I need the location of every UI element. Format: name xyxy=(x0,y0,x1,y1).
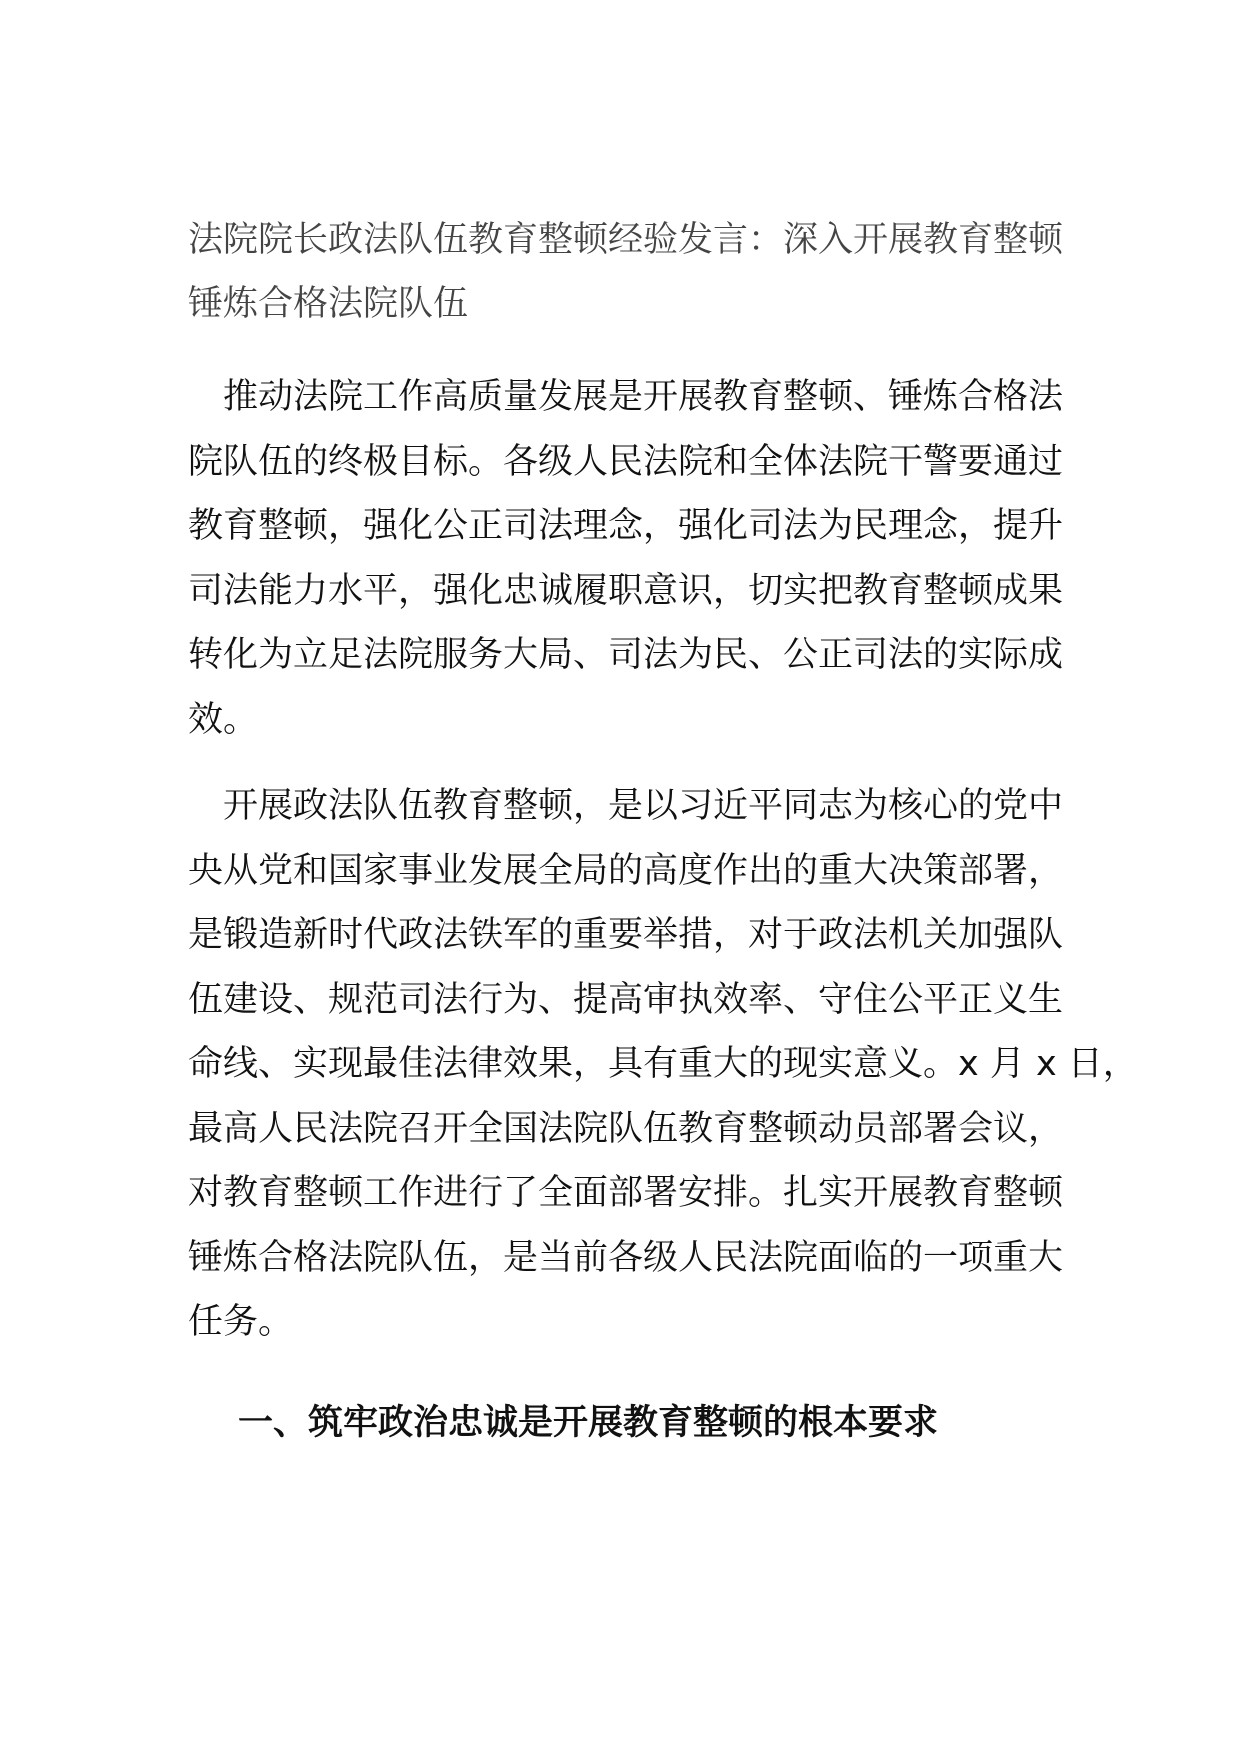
paragraph-line: 最高人民法院召开全国法院队伍教育整顿动员部署会议， xyxy=(188,1108,1064,1149)
paragraph-1 xyxy=(188,365,1068,752)
paragraph-2 xyxy=(188,774,1138,1355)
document-title xyxy=(188,208,1068,336)
section-heading: 一、筑牢政治忠诚是开展教育整顿的根本要求 xyxy=(238,1403,939,1443)
paragraph-line: 任务。 xyxy=(188,1302,294,1342)
title-line: 锤炼合格法院队伍 xyxy=(188,284,469,324)
paragraph-line: 推动法院工作高质量发展是开展教育整顿、锤炼合格法 xyxy=(188,377,1064,417)
paragraph-line: 锤炼合格法院队伍，是当前各级人民法院面临的一项重大 xyxy=(188,1237,1064,1278)
paragraph-line: 院队伍的终极目标。各级人民法院和全体法院干警要通过 xyxy=(188,441,1064,482)
paragraph-line: 转化为立足法院服务大局、司法为民、公正司法的实际成 xyxy=(188,635,1064,675)
paragraph-line: 教育整顿，强化公正司法理念，强化司法为民理念，提升 xyxy=(188,506,1064,546)
paragraph-line: 开展政法队伍教育整顿，是以习近平同志为核心的党中 xyxy=(188,786,1064,826)
paragraph-line: 伍建设、规范司法行为、提高审执效率、守住公平正义生 xyxy=(188,979,1064,1020)
paragraph-line: 效。 xyxy=(188,699,259,740)
title-line: 法院院长政法队伍教育整顿经验发言：深入开展教育整顿 xyxy=(188,220,1064,260)
paragraph-line: 央从党和国家事业发展全局的高度作出的重大决策部署， xyxy=(188,850,1064,891)
paragraph-line: 是锻造新时代政法铁军的重要举措，对于政法机关加强队 xyxy=(188,915,1064,955)
paragraph-line: 对教育整顿工作进行了全面部署安排。扎实开展教育整顿 xyxy=(188,1173,1064,1213)
paragraph-line: 命线、实现最佳法律效果，具有重大的现实意义。x 月 x 日， xyxy=(188,1044,1138,1084)
paragraph-line: 司法能力水平，强化忠诚履职意识，切实把教育整顿成果 xyxy=(188,570,1064,611)
